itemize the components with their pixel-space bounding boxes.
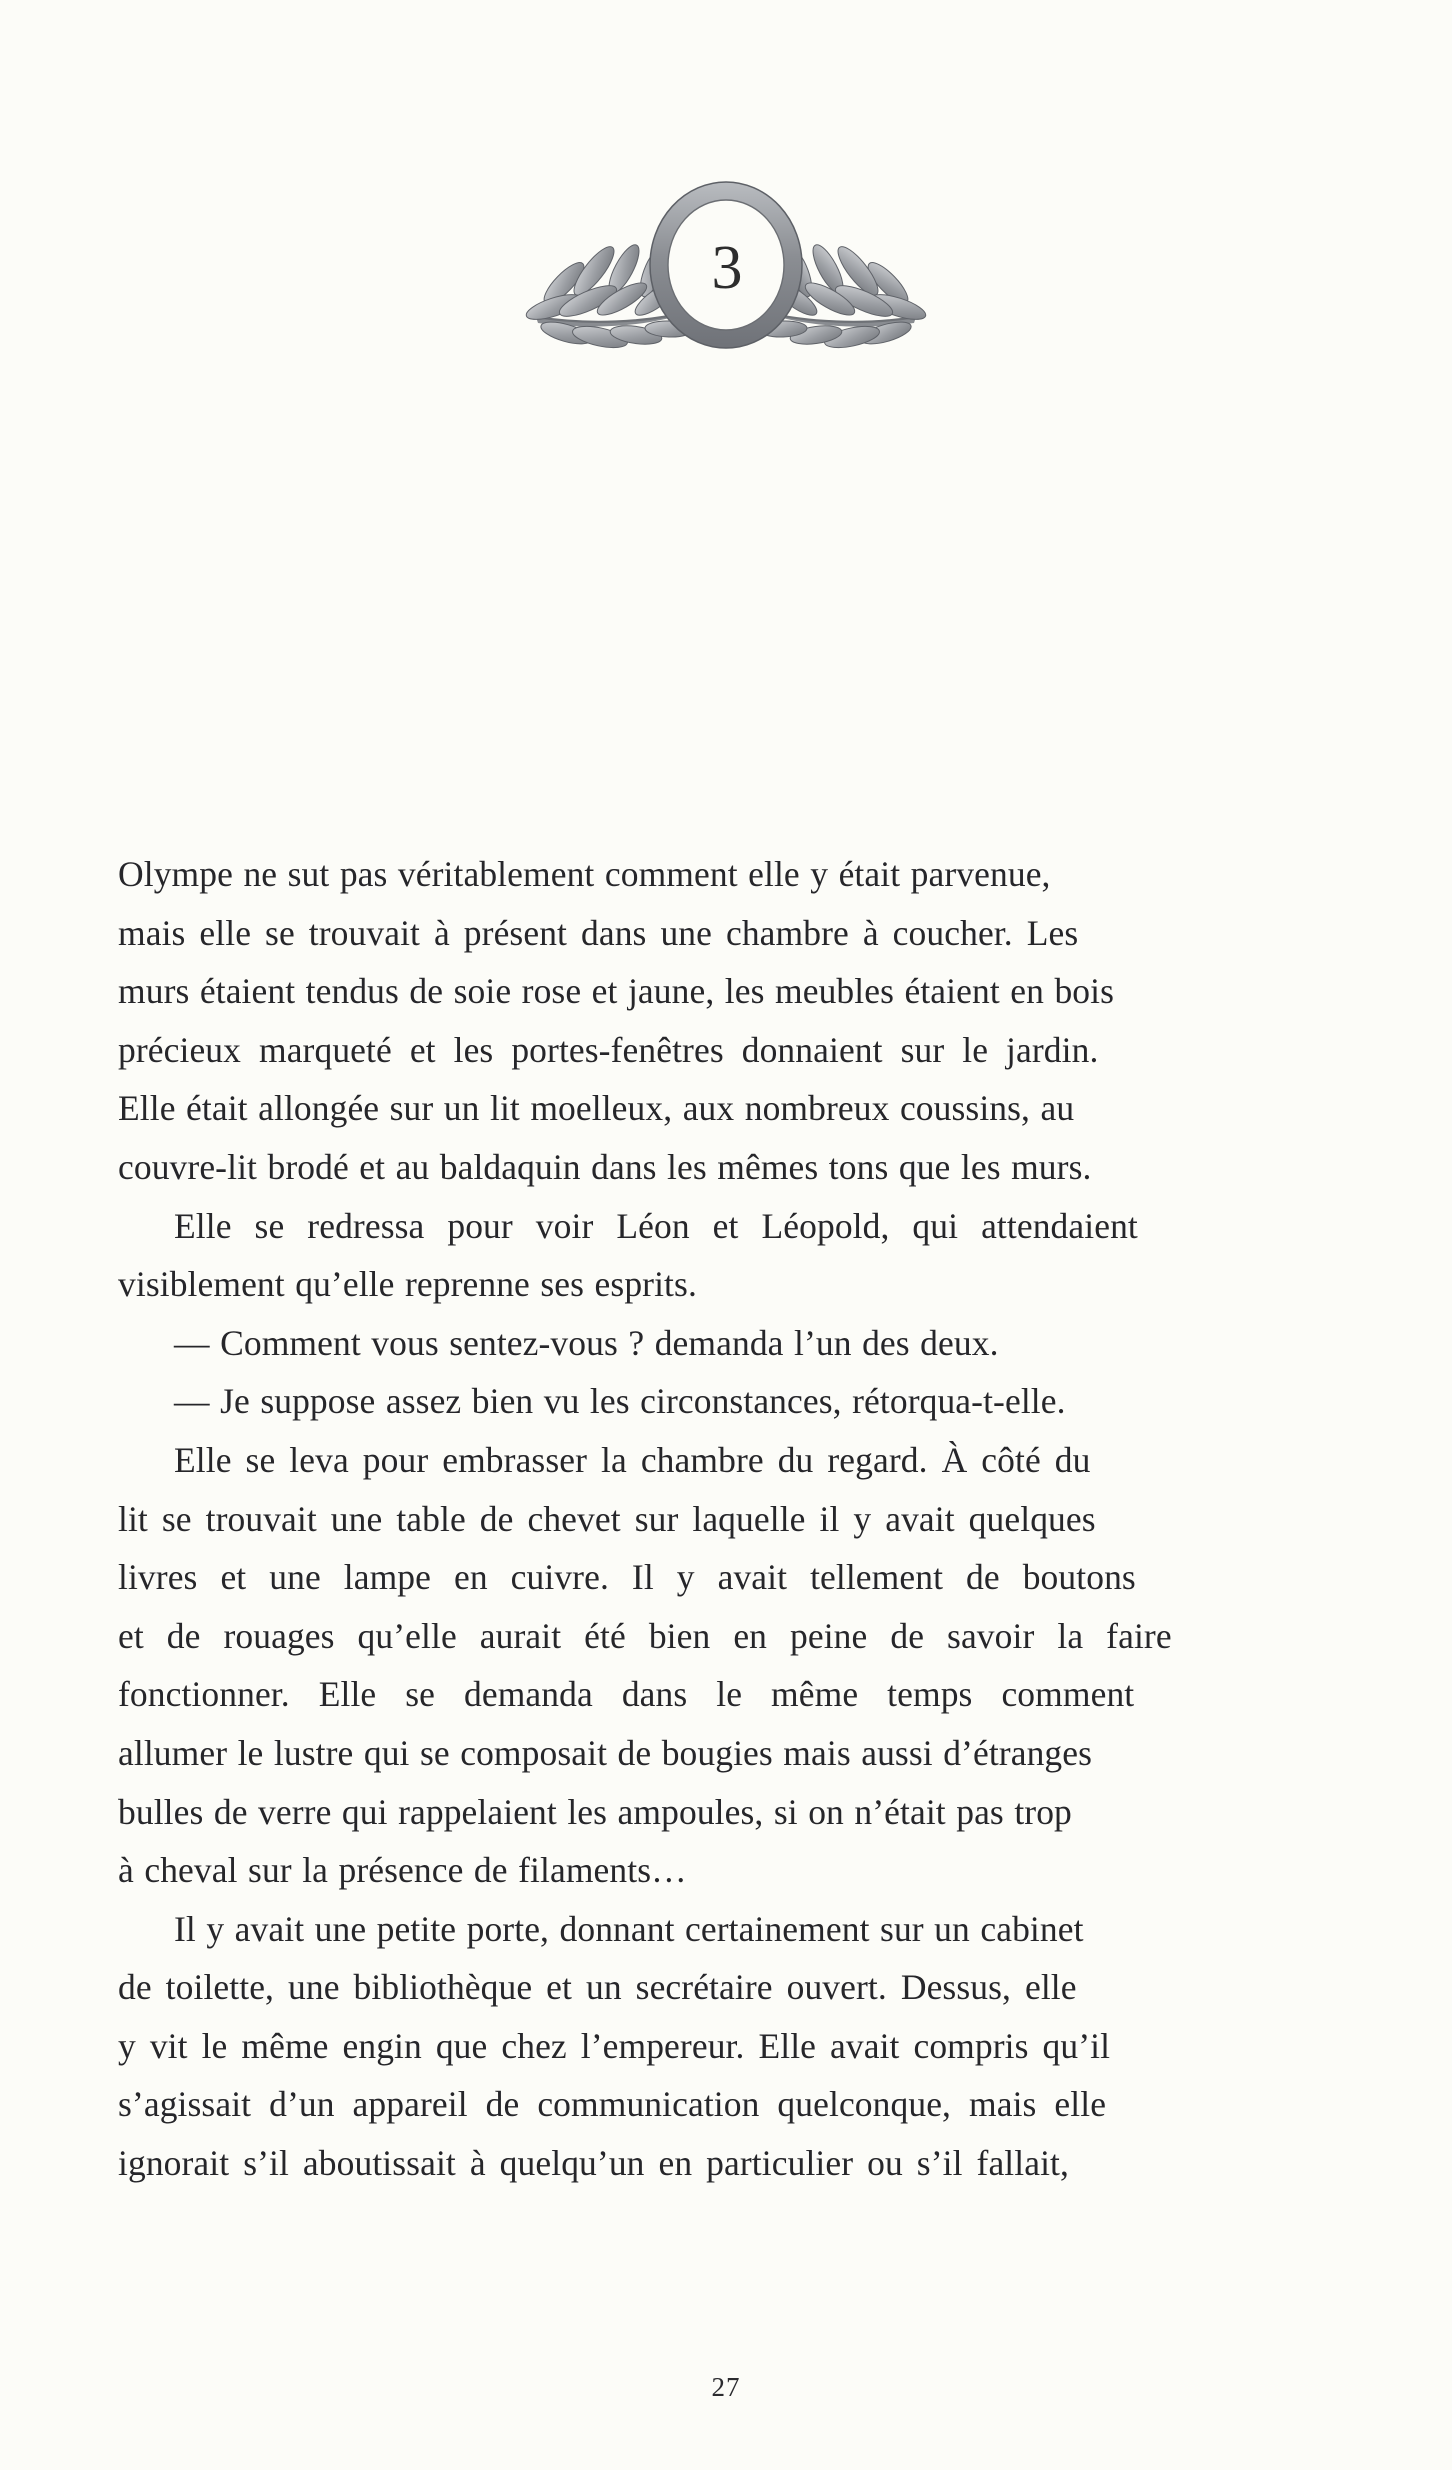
laurel-wreath-icon — [506, 175, 946, 365]
dialogue-line: — Comment vous sentez-vous ? demanda l’un des deux. — [174, 1322, 999, 1363]
text-line: mais elle se trouvait à présent dans une chambre à coucher. Les — [118, 912, 1079, 953]
chapter-number-value: 3 — [711, 234, 743, 302]
page-number: 27 — [711, 2372, 741, 2402]
text-line: couvre-lit brodé et au baldaquin dans les mêmes tons que les murs. — [118, 1146, 1092, 1187]
chapter-ornament — [0, 170, 1452, 370]
text-line: Elle se redressa pour voir Léon et Léopold, qui attendaient — [174, 1205, 1138, 1246]
text-line: de toilette, une bibliothèque et un secrétaire ouvert. Dessus, elle — [118, 1967, 1077, 2008]
text-line: allumer le lustre qui se composait de bougies mais aussi d’étranges — [118, 1732, 1093, 1773]
text-line: Elle se leva pour embrasser la chambre du regard. À côté du — [174, 1439, 1091, 1480]
text-line: visiblement qu’elle reprenne ses esprits. — [118, 1264, 697, 1305]
text-line: lit se trouvait une table de chevet sur laquelle il y avait quelques — [118, 1498, 1096, 1539]
text-line: Olympe ne sut pas véritablement comment elle y était parvenue, — [118, 854, 1051, 894]
text-line: Elle était allongée sur un lit moelleux, aux nombreux coussins, au — [118, 1088, 1075, 1129]
text-line: fonctionner. Elle se demanda dans le même temps comment — [118, 1674, 1135, 1715]
text-line: bulles de verre qui rappelaient les ampoules, si on n’était pas trop — [118, 1791, 1072, 1832]
text-line: et de rouages qu’elle aurait été bien en peine de savoir la faire — [118, 1615, 1172, 1656]
text-line: à cheval sur la présence de filaments… — [118, 1850, 687, 1891]
ring-icon — [650, 182, 802, 348]
dialogue-line: — Je suppose assez bien vu les circonstances, rétorqua-t-elle. — [174, 1381, 1066, 1422]
text-line: ignorait s’il aboutissait à quelqu’un en particulier ou s’il fallait, — [118, 2143, 1069, 2184]
body-text — [118, 845, 1334, 2193]
text-line: s’agissait d’un appareil de communication quelconque, mais elle — [118, 2084, 1107, 2125]
text-line: Il y avait une petite porte, donnant certainement sur un cabinet — [174, 1908, 1084, 1949]
text-line: murs étaient tendus de soie rose et jaune, les meubles étaient en bois — [118, 971, 1115, 1012]
text-line: y vit le même engin que chez l’empereur. Elle avait compris qu’il — [118, 2025, 1111, 2066]
text-line: livres et une lampe en cuivre. Il y avait tellement de boutons — [118, 1557, 1136, 1598]
text-line: précieux marqueté et les portes-fenêtres donnaient sur le jardin. — [118, 1029, 1099, 1070]
